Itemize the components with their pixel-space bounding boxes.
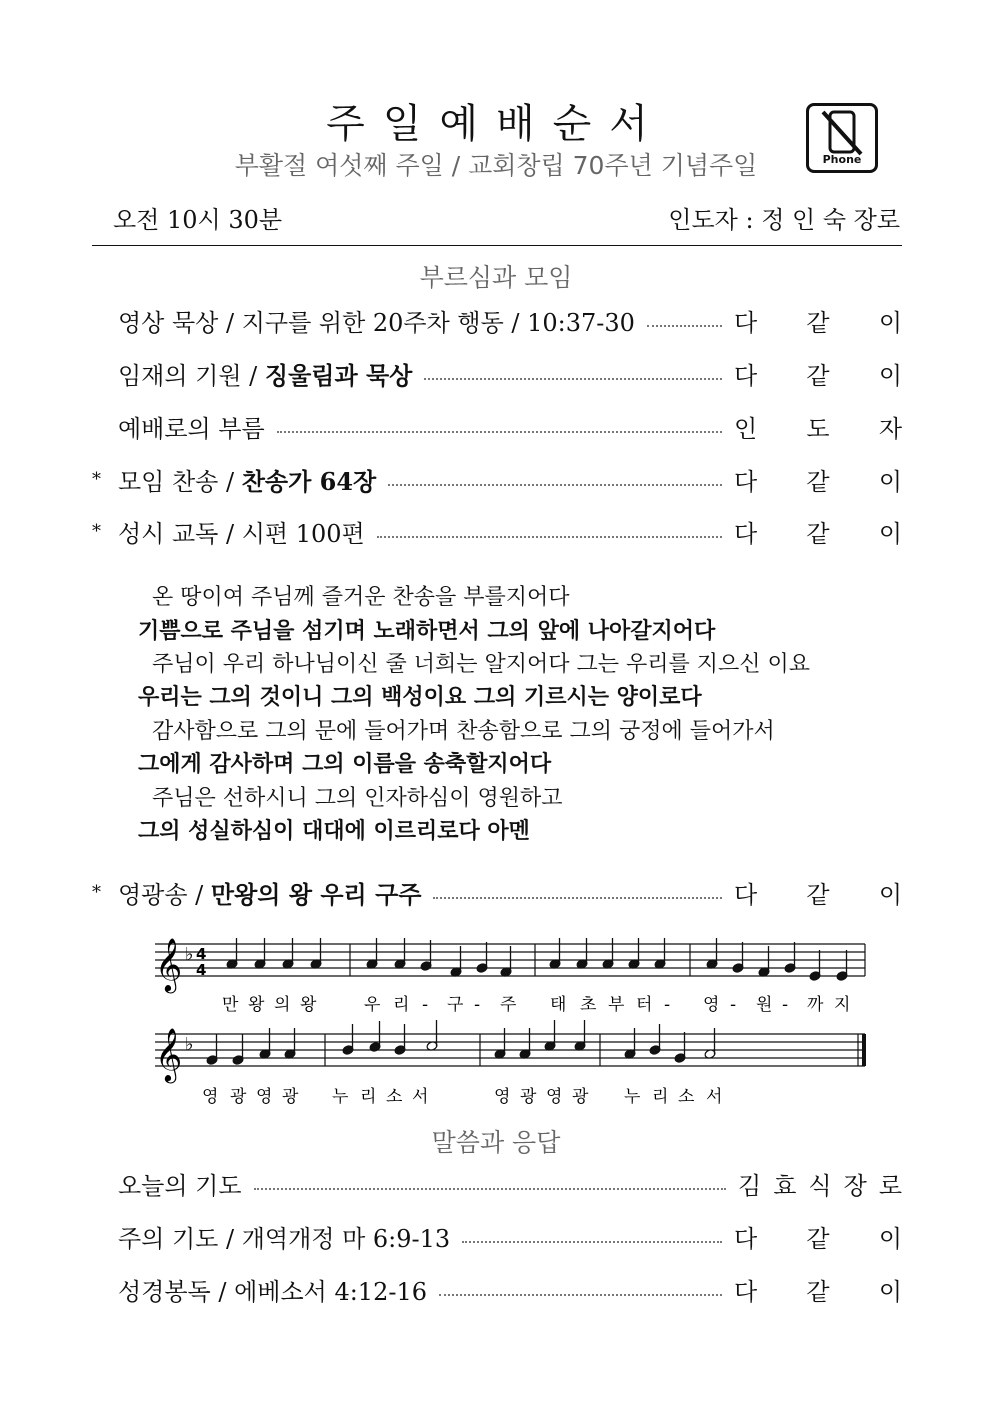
leader-dots	[439, 1282, 722, 1296]
order-item: 임재의 기원 / 징울림과 묵상 다 같 이	[118, 360, 902, 390]
lyric-syllable: 초	[580, 995, 597, 1015]
order-item: 주의 기도 / 개역개정 마 6:9-13 다 같 이	[118, 1224, 902, 1253]
standing-mark: *	[92, 881, 101, 903]
lyric-syllable: 우	[364, 995, 381, 1015]
leader-dots	[647, 313, 722, 327]
lyric-syllable: -	[664, 995, 671, 1015]
reading-leader-line: 온 땅이여 주님께 즐거운 찬송을 부를지어다	[152, 585, 570, 610]
lyric-syllable: -	[730, 995, 737, 1015]
standing-mark: *	[92, 520, 101, 542]
phone-label: Phone	[822, 153, 862, 166]
order-item: * 성시 교독 / 시편 100편 다 같 이	[92, 519, 902, 548]
lyric-syllable: 의	[274, 995, 291, 1015]
music-score	[150, 930, 880, 1115]
time-signature-top: 4	[196, 945, 207, 963]
leader-dots	[462, 1229, 722, 1243]
time-signature-bottom: 4	[196, 961, 207, 979]
lyric-syllable: 부	[608, 995, 625, 1015]
lyric-syllable: 광	[230, 1087, 247, 1107]
reading-leader-line: 주님은 선하시니 그의 인자하심이 영원하고	[152, 786, 563, 811]
order-item: * 모임 찬송 / 찬송가 64장 다 같 이	[92, 466, 902, 496]
leader-dots	[254, 1176, 726, 1190]
lyric-syllable: -	[474, 995, 481, 1015]
section-title-gathering: 부르심과 모임	[419, 263, 573, 292]
lyric-syllable: 광	[572, 1087, 589, 1107]
section-title-word: 말씀과 응답	[431, 1128, 561, 1157]
lyric-syllable: 왕	[248, 995, 265, 1015]
lyric-syllable: -	[422, 995, 429, 1015]
lyric-syllable: 영	[202, 1087, 219, 1107]
lyric-syllable: 왕	[300, 995, 317, 1015]
leader-dots	[377, 524, 722, 538]
lyric-syllable: 까	[807, 995, 824, 1015]
order-item: 오늘의 기도 김 효 식 장 로	[118, 1171, 902, 1200]
order-item: 성경봉독 / 에베소서 4:12-16 다 같 이	[118, 1277, 902, 1306]
order-item: 예배로의 부름 인 도 자	[118, 414, 902, 443]
lyric-syllable: 광	[520, 1087, 537, 1107]
lyric-syllable: 소	[386, 1087, 403, 1107]
lyric-syllable: 영	[256, 1087, 273, 1107]
lyric-syllable: 터	[636, 995, 653, 1015]
service-time: 오전 10시 30분	[113, 206, 283, 234]
lyric-syllable: 서	[706, 1087, 723, 1107]
service-leader: 인도자 : 정 인 숙 장로	[668, 206, 900, 234]
lyric-syllable: -	[782, 995, 789, 1015]
lyric-syllable: 원	[756, 995, 773, 1015]
leader-dots	[424, 366, 722, 380]
lyric-syllable: 지	[834, 995, 851, 1015]
lyric-syllable: 광	[282, 1087, 299, 1107]
reading-congregation-line: 그의 성실하심이 대대에 이르리로다 아멘	[138, 819, 530, 844]
leader-dots	[433, 885, 722, 899]
lyric-syllable: 주	[500, 995, 517, 1015]
lyric-syllable: 태	[550, 995, 567, 1015]
treble-clef-icon: 𝄞	[155, 1027, 183, 1081]
lyric-syllable: 리	[652, 1087, 669, 1107]
standing-mark: *	[92, 468, 101, 490]
lyric-syllable: 영	[703, 995, 720, 1015]
treble-clef-icon: 𝄞	[155, 937, 183, 991]
lyric-syllable: 영	[546, 1087, 563, 1107]
lyric-syllable: 리	[360, 1087, 377, 1107]
reading-congregation-line: 기쁨으로 주님을 섬기며 노래하면서 그의 앞에 나아갈지어다	[138, 619, 716, 644]
reading-congregation-line: 우리는 그의 것이니 그의 백성이요 그의 기르시는 양이로다	[138, 685, 702, 710]
lyric-syllable: 만	[222, 995, 239, 1015]
leader-dots	[277, 419, 722, 433]
order-item: 영상 묵상 / 지구를 위한 20주차 행동 / 10:37-30 다 같 이	[118, 308, 902, 337]
lyric-syllable: 누	[332, 1087, 349, 1107]
flat-sign-icon: ♭	[185, 1034, 194, 1055]
reading-congregation-line: 그에게 감사하며 그의 이름을 송축할지어다	[138, 752, 552, 777]
lyric-syllable: 서	[412, 1087, 429, 1107]
lyric-syllable: 누	[624, 1087, 641, 1107]
reading-leader-line: 감사함으로 그의 문에 들어가며 찬송함으로 그의 궁정에 들어가서	[152, 719, 775, 744]
page-title: 주일예배순서	[326, 101, 666, 147]
lyric-syllable: 영	[494, 1087, 511, 1107]
no-phone-icon	[806, 103, 878, 173]
header-divider	[92, 245, 902, 246]
reading-leader-line: 주님이 우리 하나님이신 줄 너희는 알지어다 그는 우리를 지으신 이요	[152, 652, 810, 677]
flat-sign-icon: ♭	[185, 944, 194, 965]
lyric-syllable: 소	[678, 1087, 695, 1107]
lyric-syllable: 구	[447, 995, 464, 1015]
lyric-syllable: 리	[393, 995, 410, 1015]
page-subtitle: 부활절 여섯째 주일 / 교회창립 70주년 기념주일	[234, 151, 758, 180]
leader-dots	[388, 472, 722, 486]
order-item: * 영광송 / 만왕의 왕 우리 구주 다 같 이	[92, 879, 902, 909]
